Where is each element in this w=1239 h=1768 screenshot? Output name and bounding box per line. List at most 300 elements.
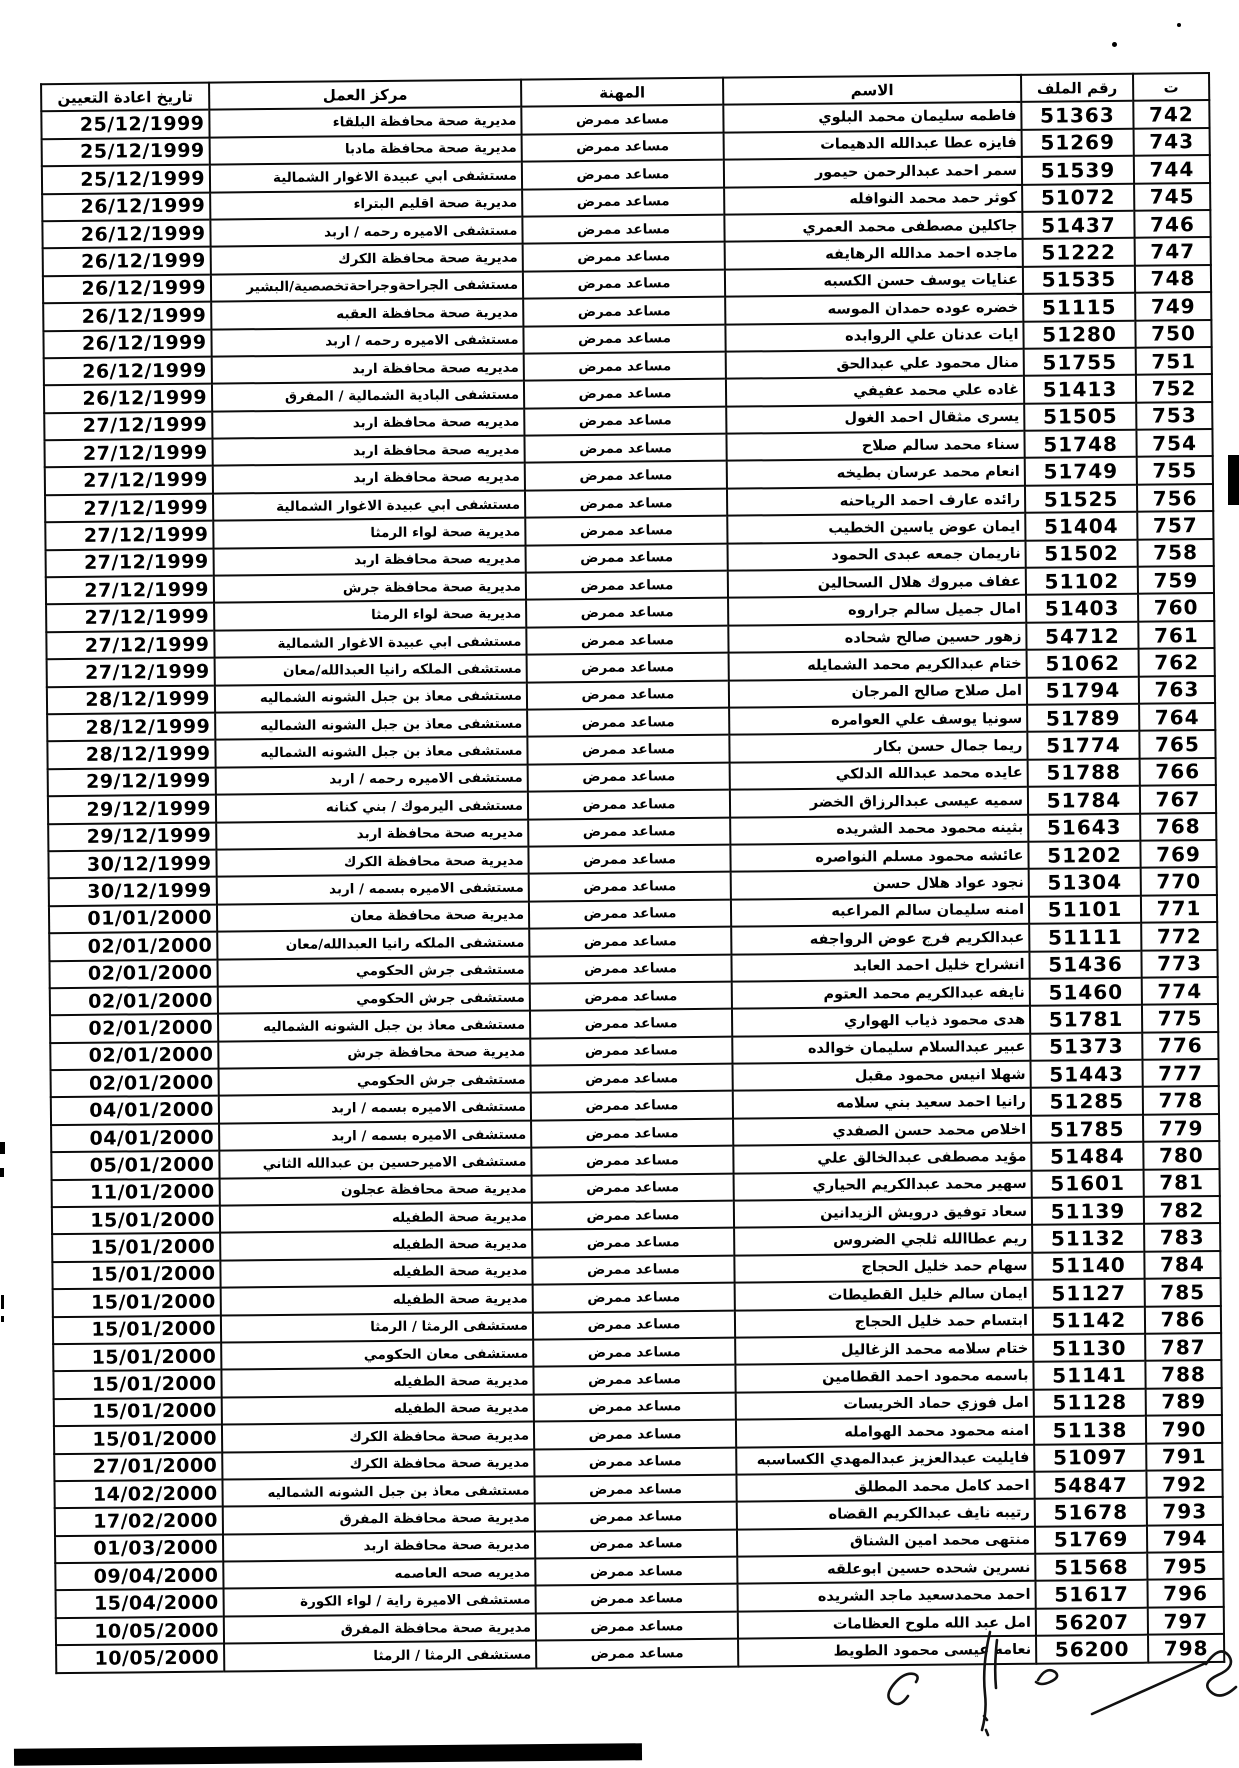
- file-number-cell: 51774: [1027, 731, 1139, 759]
- serial-cell: 764: [1139, 703, 1215, 731]
- name-cell: ختام عبدالكريم محمد الشمايله: [729, 650, 1027, 680]
- name-cell: اخلاص محمد حسن الصفدي: [733, 1116, 1031, 1146]
- name-cell: ريما جمال حسن بكار: [729, 732, 1027, 762]
- file-number-cell: 51781: [1030, 1005, 1142, 1033]
- serial-cell: 751: [1136, 347, 1212, 375]
- work-center-cell: مديريه صحة محافظة اربد: [216, 819, 528, 849]
- name-cell: فاطمه سليمان محمد البلوي: [723, 102, 1021, 132]
- date-cell: 14/02/2000: [54, 1479, 222, 1508]
- work-center-cell: مديريه صحة محافظة اربد: [212, 436, 524, 466]
- name-cell: انشراح خليل احمد العابد: [731, 951, 1029, 981]
- work-center-cell: مستشفى جرش الحكومي: [217, 956, 529, 986]
- profession-cell: مساعد ممرض: [532, 1228, 734, 1257]
- serial-cell: 793: [1147, 1497, 1223, 1525]
- file-number-cell: 51222: [1023, 238, 1135, 266]
- file-number-cell: 51404: [1025, 512, 1137, 540]
- profession-cell: مساعد ممرض: [526, 571, 728, 600]
- name-cell: عبير عبدالسلام سليمان خوالده: [732, 1033, 1030, 1063]
- name-cell: فايزه عطا عبدالله الدهيمات: [724, 130, 1022, 160]
- profession-cell: مساعد ممرض: [527, 708, 729, 737]
- header-file-number: رقم الملف: [1021, 74, 1133, 102]
- work-center-cell: مستشفى الملكه رانيا العبدالله/معان: [217, 929, 529, 959]
- file-number-cell: 51785: [1031, 1115, 1143, 1143]
- name-cell: سميه عيسى عبدالرزاق الخضر: [730, 787, 1028, 817]
- work-center-cell: مديرية صحة محافظة الكرك: [216, 847, 528, 877]
- date-cell: 27/12/1999: [46, 603, 214, 632]
- serial-cell: 798: [1148, 1634, 1224, 1662]
- file-number-cell: 51443: [1030, 1060, 1142, 1088]
- staff-roster-table: [40, 72, 1225, 1674]
- date-cell: 26/12/1999: [42, 220, 210, 249]
- profession-cell: مساعد ممرض: [529, 872, 731, 901]
- date-cell: 30/12/1999: [48, 850, 216, 879]
- work-center-cell: مديريه صحة محافظة اربد: [212, 408, 524, 438]
- serial-cell: 797: [1148, 1607, 1224, 1635]
- work-center-cell: مديرية صحة محافظة المفرق: [223, 1504, 535, 1534]
- serial-cell: 781: [1144, 1169, 1220, 1197]
- name-cell: كوثر حمد محمد النوافله: [724, 184, 1022, 214]
- file-number-cell: 51202: [1028, 841, 1140, 869]
- name-cell: منال محمود علي عبدالحق: [726, 349, 1024, 379]
- profession-cell: مساعد ممرض: [527, 735, 729, 764]
- date-cell: 27/12/1999: [45, 493, 213, 522]
- file-number-cell: 51617: [1035, 1580, 1147, 1608]
- name-cell: امنه محمود محمد الهوامله: [736, 1417, 1034, 1447]
- file-number-cell: 51643: [1028, 813, 1140, 841]
- date-cell: 15/01/2000: [53, 1315, 221, 1344]
- date-cell: 01/03/2000: [55, 1534, 223, 1563]
- profession-cell: مساعد ممرض: [531, 1091, 733, 1120]
- name-cell: منتهى محمد امين الشناق: [737, 1526, 1035, 1556]
- date-cell: 10/05/2000: [56, 1616, 224, 1645]
- work-center-cell: مستشفى الاميرحسين بن عبدالله الثاني: [219, 1148, 531, 1178]
- profession-cell: مساعد ممرض: [531, 1118, 733, 1147]
- serial-cell: 779: [1143, 1114, 1219, 1142]
- date-cell: 26/12/1999: [43, 329, 211, 358]
- serial-cell: 743: [1134, 128, 1210, 156]
- serial-cell: 795: [1147, 1552, 1223, 1580]
- work-center-cell: مديرية صحة لواء الرمثا: [214, 600, 526, 630]
- profession-cell: مساعد ممرض: [525, 516, 727, 545]
- date-cell: 11/01/2000: [52, 1178, 220, 1207]
- name-cell: غاده علي محمد عفيفي: [726, 376, 1024, 406]
- date-cell: 02/01/2000: [50, 986, 218, 1015]
- file-number-cell: 51285: [1031, 1087, 1143, 1115]
- name-cell: ايمان عوض ياسين الخطيب: [727, 513, 1025, 543]
- serial-cell: 757: [1137, 511, 1213, 539]
- name-cell: فايليت عبدالعزيز عبدالمهدي الكساسبه: [736, 1444, 1034, 1474]
- work-center-cell: مديرية صحة محافظة البلقاء: [209, 107, 521, 137]
- file-number-cell: 51403: [1026, 594, 1138, 622]
- serial-cell: 766: [1140, 758, 1216, 786]
- name-cell: عفاف مبروك هلال السحالين: [728, 568, 1026, 598]
- work-center-cell: مستشفى الجراحةوجراحةتخصصية/البشير: [211, 271, 523, 301]
- date-cell: 15/04/2000: [56, 1589, 224, 1618]
- file-number-cell: 51128: [1034, 1388, 1146, 1416]
- serial-cell: 742: [1133, 100, 1209, 128]
- name-cell: سعاد توفيق درويش الزيدانين: [734, 1198, 1032, 1228]
- name-cell: ايمان سالم خليل القطيطات: [735, 1280, 1033, 1310]
- profession-cell: مساعد ممرض: [530, 1009, 732, 1038]
- name-cell: نايفه عبدالكريم محمد العتوم: [732, 979, 1030, 1009]
- profession-cell: مساعد ممرض: [526, 625, 728, 654]
- work-center-cell: مستشفى معاذ بن جبل الشونه الشماليه: [215, 737, 527, 767]
- file-number-cell: 51748: [1024, 430, 1136, 458]
- work-center-cell: مستشفى الاميره بسمه / اربد: [219, 1093, 531, 1123]
- work-center-cell: مديرية صحة محافظة اربد: [223, 1531, 535, 1561]
- serial-cell: 767: [1140, 785, 1216, 813]
- date-cell: 25/12/1999: [42, 137, 210, 166]
- scan-edge-mark: [1, 1295, 4, 1309]
- profession-cell: مساعد ممرض: [528, 817, 730, 846]
- profession-cell: مساعد ممرض: [524, 352, 726, 381]
- file-number-cell: 51784: [1028, 786, 1140, 814]
- date-cell: 26/12/1999: [44, 384, 212, 413]
- profession-cell: مساعد ممرض: [526, 543, 728, 572]
- serial-cell: 788: [1145, 1360, 1221, 1388]
- profession-cell: مساعد ممرض: [535, 1529, 737, 1558]
- profession-cell: مساعد ممرض: [529, 927, 731, 956]
- work-center-cell: مديرية صحة الطفيله: [221, 1285, 533, 1315]
- file-number-cell: 51101: [1029, 895, 1141, 923]
- file-number-cell: 51139: [1032, 1197, 1144, 1225]
- profession-cell: مساعد ممرض: [522, 132, 724, 161]
- serial-cell: 773: [1141, 949, 1217, 977]
- date-cell: 27/12/1999: [45, 521, 213, 550]
- file-number-cell: 51601: [1032, 1169, 1144, 1197]
- profession-cell: مساعد ممرض: [532, 1201, 734, 1230]
- date-cell: 15/01/2000: [54, 1425, 222, 1454]
- name-cell: سونيا يوسف علي العوامره: [729, 705, 1027, 735]
- file-number-cell: 51568: [1035, 1553, 1147, 1581]
- work-center-cell: مديرية صحة الطفيله: [220, 1203, 532, 1233]
- name-cell: احمد كامل محمد المطلق: [736, 1472, 1034, 1502]
- work-center-cell: مستشفى الرمثا / الرمثا: [221, 1312, 533, 1342]
- serial-cell: 786: [1145, 1306, 1221, 1334]
- name-cell: امال جميل سالم جراروه: [728, 595, 1026, 625]
- file-number-cell: 51505: [1024, 402, 1136, 430]
- header-name: الاسم: [723, 75, 1021, 105]
- profession-cell: مساعد ممرض: [523, 324, 725, 353]
- profession-cell: مساعد ممرض: [524, 434, 726, 463]
- date-cell: 15/01/2000: [53, 1370, 221, 1399]
- profession-cell: مساعد ممرض: [536, 1611, 738, 1640]
- date-cell: 09/04/2000: [55, 1562, 223, 1591]
- work-center-cell: مستشفى معاذ بن جبل الشونه الشماليه: [215, 682, 527, 712]
- name-cell: ختام سلامه محمد الزغاليل: [735, 1335, 1033, 1365]
- scan-edge-mark: [1228, 455, 1239, 505]
- file-number-cell: 51484: [1031, 1142, 1143, 1170]
- work-center-cell: مستشفى ابي عبيدة الاغوار الشمالية: [210, 162, 522, 192]
- file-number-cell: 51127: [1033, 1279, 1145, 1307]
- serial-cell: 782: [1144, 1196, 1220, 1224]
- date-cell: 04/01/2000: [51, 1123, 219, 1152]
- work-center-cell: مستشفى الاميرة راية / لواء الكورة: [224, 1586, 536, 1616]
- date-cell: 27/12/1999: [46, 548, 214, 577]
- scan-black-bar: [14, 1743, 642, 1765]
- profession-cell: مساعد ممرض: [535, 1502, 737, 1531]
- profession-cell: مساعد ممرض: [534, 1420, 736, 1449]
- serial-cell: 770: [1141, 867, 1217, 895]
- name-cell: رانيا احمد سعيد بني سلامه: [733, 1088, 1031, 1118]
- serial-cell: 772: [1141, 922, 1217, 950]
- profession-cell: مساعد ممرض: [527, 680, 729, 709]
- file-number-cell: 51460: [1030, 978, 1142, 1006]
- date-cell: 02/01/2000: [49, 932, 217, 961]
- work-center-cell: مديرية صحة الطفيله: [220, 1257, 532, 1287]
- name-cell: ايات عدنان علي الروابده: [725, 321, 1023, 351]
- profession-cell: مساعد ممرض: [525, 489, 727, 518]
- profession-cell: مساعد ممرض: [533, 1283, 735, 1312]
- date-cell: 30/12/1999: [49, 877, 217, 906]
- serial-cell: 785: [1145, 1278, 1221, 1306]
- serial-cell: 763: [1139, 676, 1215, 704]
- serial-cell: 777: [1142, 1059, 1218, 1087]
- serial-cell: 759: [1138, 566, 1214, 594]
- work-center-cell: مديرية صحة الطفيله: [222, 1394, 534, 1424]
- serial-cell: 760: [1138, 593, 1214, 621]
- serial-cell: 794: [1147, 1525, 1223, 1553]
- file-number-cell: 51789: [1027, 704, 1139, 732]
- serial-cell: 765: [1139, 730, 1215, 758]
- profession-cell: مساعد ممرض: [533, 1365, 735, 1394]
- date-cell: 27/12/1999: [45, 466, 213, 495]
- name-cell: سهير محمد عبدالكريم الحياري: [734, 1170, 1032, 1200]
- header-work-center: مركز العمل: [209, 80, 521, 110]
- profession-cell: مساعد ممرض: [530, 982, 732, 1011]
- name-cell: باسمه محمود احمد القطامين: [735, 1362, 1033, 1392]
- date-cell: 28/12/1999: [47, 685, 215, 714]
- date-cell: 26/12/1999: [43, 302, 211, 331]
- work-center-cell: مديرية صحة محافظة جرش: [214, 573, 526, 603]
- serial-cell: 761: [1138, 621, 1214, 649]
- profession-cell: مساعد ممرض: [530, 1036, 732, 1065]
- serial-cell: 771: [1141, 895, 1217, 923]
- name-cell: رتيبه نايف عبدالكريم القضاه: [737, 1499, 1035, 1529]
- file-number-cell: 56207: [1036, 1608, 1148, 1636]
- profession-cell: مساعد ممرض: [526, 598, 728, 627]
- serial-cell: 768: [1140, 813, 1216, 841]
- profession-cell: مساعد ممرض: [528, 762, 730, 791]
- serial-cell: 774: [1142, 977, 1218, 1005]
- header-serial: ت: [1133, 73, 1209, 101]
- serial-cell: 790: [1146, 1415, 1222, 1443]
- date-cell: 15/01/2000: [54, 1397, 222, 1426]
- file-number-cell: 51269: [1022, 129, 1134, 157]
- date-cell: 27/12/1999: [46, 630, 214, 659]
- name-cell: عايده محمد عبدالله الدلكي: [730, 760, 1028, 790]
- serial-cell: 789: [1146, 1388, 1222, 1416]
- file-number-cell: 51102: [1026, 567, 1138, 595]
- file-number-cell: 51141: [1033, 1361, 1145, 1389]
- serial-cell: 755: [1137, 456, 1213, 484]
- work-center-cell: مديرية صحة محافظة الكرك: [211, 244, 523, 274]
- file-number-cell: 51138: [1034, 1416, 1146, 1444]
- name-cell: سناء محمد سالم صلاح: [726, 431, 1024, 461]
- date-cell: 05/01/2000: [51, 1151, 219, 1180]
- name-cell: امنه سليمان سالم المراعبه: [731, 896, 1029, 926]
- serial-cell: 753: [1136, 402, 1212, 430]
- date-cell: 15/01/2000: [52, 1260, 220, 1289]
- work-center-cell: مديرية صحة محافظة جرش: [218, 1038, 530, 1068]
- name-cell: ريم عطاالله ثلجي الضروس: [734, 1225, 1032, 1255]
- name-cell: سمر احمد عبدالرحمن حيمور: [724, 157, 1022, 187]
- profession-cell: مساعد ممرض: [523, 269, 725, 298]
- serial-cell: 783: [1144, 1223, 1220, 1251]
- name-cell: نجود عواد هلال حسن: [731, 869, 1029, 899]
- serial-cell: 746: [1134, 210, 1210, 238]
- work-center-cell: مستشفى اليرموك / بني كنانه: [216, 792, 528, 822]
- profession-cell: مساعد ممرض: [531, 1146, 733, 1175]
- date-cell: 02/01/2000: [51, 1069, 219, 1098]
- profession-cell: مساعد ممرض: [523, 242, 725, 271]
- work-center-cell: مديرية صحة محافظة معان: [217, 901, 529, 931]
- work-center-cell: مديرية صحة الطفيله: [221, 1367, 533, 1397]
- profession-cell: مساعد ممرض: [531, 1064, 733, 1093]
- work-center-cell: مديرية صحة محافظة الكرك: [222, 1422, 534, 1452]
- date-cell: 27/12/1999: [47, 658, 215, 687]
- date-cell: 15/01/2000: [52, 1206, 220, 1235]
- work-center-cell: مستشفى الاميره بسمه / اربد: [219, 1120, 531, 1150]
- work-center-cell: مديرية صحة محافظة الكرك: [222, 1449, 534, 1479]
- serial-cell: 778: [1143, 1086, 1219, 1114]
- header-profession: المهنة: [521, 78, 723, 107]
- file-number-cell: 56200: [1036, 1635, 1148, 1663]
- work-center-cell: مستشفى جرش الحكومي: [219, 1066, 531, 1096]
- profession-cell: مساعد ممرض: [534, 1475, 736, 1504]
- profession-cell: مساعد ممرض: [533, 1338, 735, 1367]
- name-cell: عبدالكريم فرج عوض الرواجفه: [731, 924, 1029, 954]
- profession-cell: مساعد ممرض: [529, 899, 731, 928]
- header-reappointment-date: تاريخ اعادة التعيين: [41, 83, 209, 112]
- file-number-cell: 51115: [1023, 293, 1135, 321]
- profession-cell: مساعد ممرض: [527, 653, 729, 682]
- name-cell: ماجده احمد مدالله الرهايفه: [725, 239, 1023, 269]
- file-number-cell: 51304: [1029, 868, 1141, 896]
- serial-cell: 769: [1140, 840, 1216, 868]
- work-center-cell: مديرية صحة محافظة العقبه: [211, 299, 523, 329]
- name-cell: هدى محمود ذياب الهواري: [732, 1006, 1030, 1036]
- serial-cell: 750: [1135, 320, 1211, 348]
- profession-cell: مساعد ممرض: [523, 297, 725, 326]
- work-center-cell: مديريه صحة محافظة اربد: [214, 545, 526, 575]
- serial-cell: 796: [1147, 1579, 1223, 1607]
- scan-edge-mark: [0, 1142, 5, 1154]
- date-cell: 02/01/2000: [50, 1041, 218, 1070]
- profession-cell: مساعد ممرض: [528, 845, 730, 874]
- serial-cell: 791: [1146, 1442, 1222, 1470]
- name-cell: نسرين شحده حسين ابوعلقه: [737, 1554, 1035, 1584]
- serial-cell: 747: [1135, 237, 1211, 265]
- file-number-cell: 51111: [1029, 923, 1141, 951]
- scan-speck: [1177, 23, 1181, 27]
- profession-cell: مساعد ممرض: [532, 1255, 734, 1284]
- profession-cell: مساعد ممرض: [536, 1584, 738, 1613]
- date-cell: 04/01/2000: [51, 1096, 219, 1125]
- file-number-cell: 51280: [1023, 320, 1135, 348]
- profession-cell: مساعد ممرض: [522, 160, 724, 189]
- name-cell: خضره عوده حمدان الموسه: [725, 294, 1023, 324]
- serial-cell: 776: [1142, 1032, 1218, 1060]
- work-center-cell: مديريه صحة محافظة اربد: [213, 463, 525, 493]
- signature-scribble: [740, 1618, 1239, 1766]
- file-number-cell: 51140: [1032, 1251, 1144, 1279]
- date-cell: 26/12/1999: [44, 357, 212, 386]
- serial-cell: 787: [1145, 1333, 1221, 1361]
- work-center-cell: مستشفى ابي عبيدة الاغوار الشمالية: [213, 490, 525, 520]
- file-number-cell: 51132: [1032, 1224, 1144, 1252]
- work-center-cell: مديرية صحة اقليم البتراء: [210, 189, 522, 219]
- name-cell: سهام حمد خليل الحجاج: [734, 1253, 1032, 1283]
- name-cell: انعام محمد عرسان بطيخه: [727, 458, 1025, 488]
- work-center-cell: مستشفى معاذ بن جبل الشونه الشماليه: [215, 710, 527, 740]
- work-center-cell: مستشفى الاميره رحمه / اربد: [216, 764, 528, 794]
- date-cell: 29/12/1999: [48, 822, 216, 851]
- work-center-cell: مستشفى الاميره بسمه / اربد: [217, 874, 529, 904]
- serial-cell: 775: [1142, 1004, 1218, 1032]
- profession-cell: مساعد ممرض: [534, 1392, 736, 1421]
- work-center-cell: مديريه صحه العاصمه: [223, 1559, 535, 1589]
- name-cell: عنايات يوسف حسن الكسبه: [725, 267, 1023, 297]
- date-cell: 29/12/1999: [48, 795, 216, 824]
- date-cell: 25/12/1999: [42, 165, 210, 194]
- serial-cell: 744: [1134, 155, 1210, 183]
- serial-cell: 792: [1146, 1470, 1222, 1498]
- file-number-cell: 51130: [1033, 1334, 1145, 1362]
- work-center-cell: مستشفى ابي عبيدة الاغوار الشمالية: [214, 627, 526, 657]
- profession-cell: مساعد ممرض: [524, 406, 726, 435]
- file-number-cell: 51794: [1027, 676, 1139, 704]
- serial-cell: 752: [1136, 374, 1212, 402]
- work-center-cell: مديريه صحة محافظة اربد: [212, 354, 524, 384]
- file-number-cell: 51437: [1022, 211, 1134, 239]
- profession-cell: مساعد ممرض: [529, 954, 731, 983]
- profession-cell: مساعد ممرض: [522, 187, 724, 216]
- work-center-cell: مستشفى الاميره رحمه / اربد: [210, 217, 522, 247]
- work-center-cell: مستشفى الملكه رانيا العبدالله/معان: [215, 655, 527, 685]
- file-number-cell: 51535: [1023, 265, 1135, 293]
- name-cell: بثينه محمود محمد الشريده: [730, 814, 1028, 844]
- file-number-cell: 51142: [1033, 1306, 1145, 1334]
- date-cell: 01/01/2000: [49, 904, 217, 933]
- file-number-cell: 51749: [1025, 457, 1137, 485]
- work-center-cell: مديرية صحة محافظة مادبا: [210, 134, 522, 164]
- work-center-cell: مستشفى معان الحكومي: [221, 1340, 533, 1370]
- date-cell: 27/12/1999: [44, 411, 212, 440]
- name-cell: ناريمان جمعه عبدى الحمود: [728, 540, 1026, 570]
- file-number-cell: 51502: [1025, 539, 1137, 567]
- scan-edge-mark: [0, 1168, 4, 1177]
- date-cell: 28/12/1999: [47, 713, 215, 742]
- work-center-cell: مستشفى معاذ بن جبل الشونه الشماليه: [222, 1476, 534, 1506]
- name-cell: ابتسام حمد خليل الحجاج: [735, 1307, 1033, 1337]
- serial-cell: 758: [1137, 539, 1213, 567]
- work-center-cell: مستشفى الرمثا / الرمثا: [224, 1641, 536, 1671]
- date-cell: 26/12/1999: [43, 247, 211, 276]
- profession-cell: مساعد ممرض: [524, 379, 726, 408]
- date-cell: 28/12/1999: [47, 740, 215, 769]
- serial-cell: 762: [1139, 648, 1215, 676]
- date-cell: 15/01/2000: [53, 1288, 221, 1317]
- table-body: [41, 100, 1224, 1672]
- file-number-cell: 51769: [1035, 1525, 1147, 1553]
- file-number-cell: 54847: [1034, 1471, 1146, 1499]
- scan-speck: [1112, 42, 1117, 47]
- work-center-cell: مستشفى الاميره رحمه / اربد: [211, 326, 523, 356]
- date-cell: 15/01/2000: [53, 1343, 221, 1372]
- profession-cell: مساعد ممرض: [522, 215, 724, 244]
- profession-cell: مساعد ممرض: [535, 1557, 737, 1586]
